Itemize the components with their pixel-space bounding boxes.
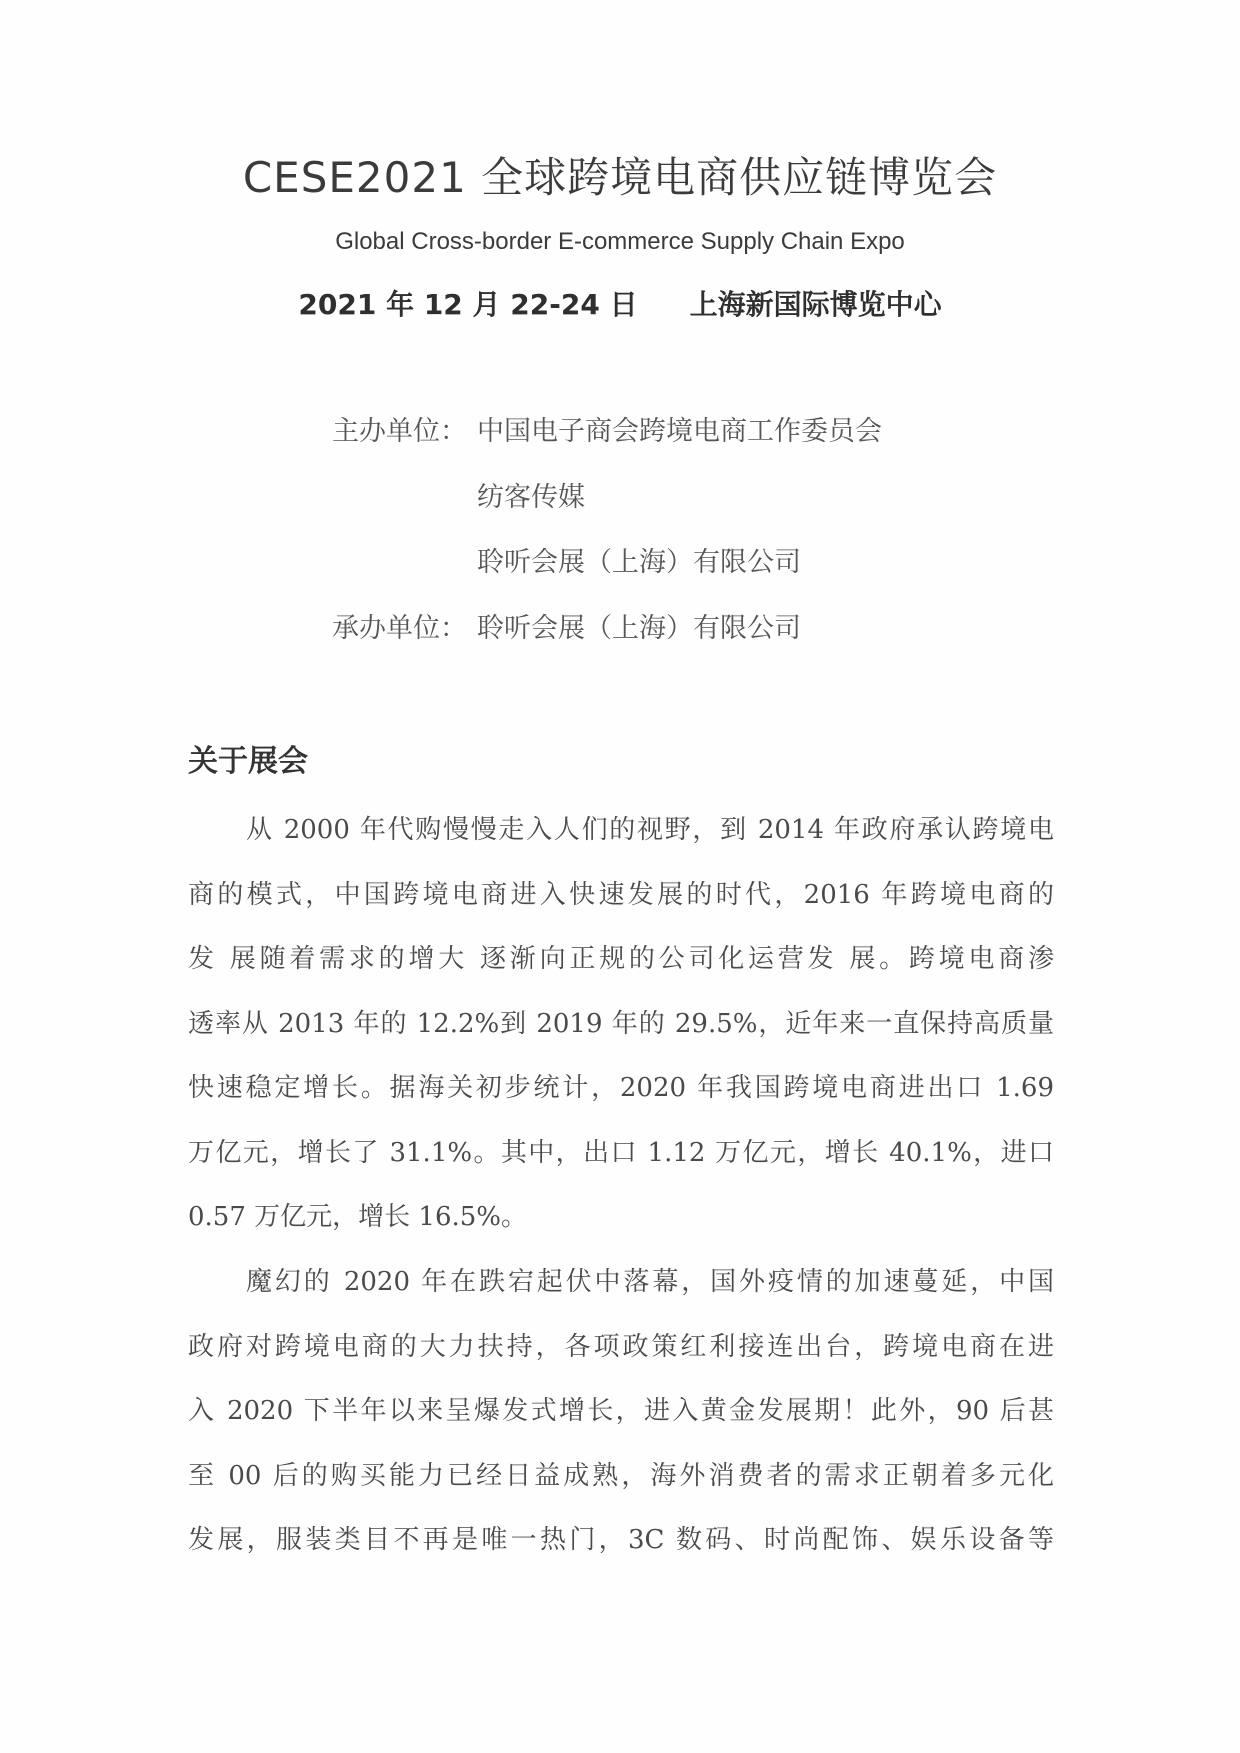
host-name: 纺客传媒	[477, 482, 585, 513]
paragraph-line: 魔幻的 2020 年在跌宕起伏中落幕，国外疫情的加速蔓延，中国	[246, 1267, 1054, 1297]
paragraph-line: 商的模式，中国跨境电商进入快速发展的时代，2016 年跨境电商的	[188, 879, 1054, 910]
date-venue-line	[0, 286, 1240, 324]
host-row-1	[332, 414, 882, 450]
host-label: 主办单位：	[332, 416, 467, 447]
undertaker-row	[332, 611, 801, 647]
about-paragraph-1	[188, 798, 1054, 1250]
paragraph-line: 透率从 2013 年的 12.2%到 2019 年的 29.5%，近年来一直保持高质量	[188, 1008, 1054, 1039]
expo-venue: 上海新国际博览中心	[689, 288, 942, 321]
host-name: 聆听会展（上海）有限公司	[477, 547, 801, 578]
about-paragraph-2	[188, 1250, 1054, 1573]
paragraph-line: 快速稳定增长。据海关初步统计，2020 年我国跨境电商进出口 1.69	[188, 1073, 1054, 1103]
host-row-2	[477, 480, 585, 516]
about-heading: 关于展会	[188, 744, 308, 779]
paragraph-line: 政府对跨境电商的大力扶持，各项政策红利接连出台，跨境电商在进	[188, 1331, 1054, 1362]
expo-title-chinese: CESE2021 全球跨境电商供应链博览会	[242, 153, 998, 202]
undertaker-name: 聆听会展（上海）有限公司	[477, 613, 801, 644]
paragraph-line: 万亿元，增长了 31.1%。其中，出口 1.12 万亿元，增长 40.1%，进口	[188, 1137, 1054, 1168]
paragraph-line: 发展，服装类目不再是唯一热门，3C 数码、时尚配饰、娱乐设备等	[188, 1525, 1054, 1555]
paragraph-line: 从 2000 年代购慢慢走入人们的视野，到 2014 年政府承认跨境电	[246, 815, 1054, 845]
paragraph-line: 0.57 万亿元，增长 16.5%。	[188, 1202, 528, 1232]
undertaker-label: 承办单位：	[332, 613, 467, 644]
expo-date: 2021 年 12 月 22-24 日	[298, 288, 638, 321]
paragraph-line: 至 00 后的购买能力已经日益成熟，海外消费者的需求正朝着多元化	[188, 1460, 1054, 1491]
host-name: 中国电子商会跨境电商工作委员会	[477, 416, 882, 447]
expo-title-english: Global Cross-border E-commerce Supply Chain Expo	[335, 228, 905, 255]
paragraph-line: 入 2020 下半年以来呈爆发式增长，进入黄金发展期！此外，90 后甚	[188, 1396, 1054, 1426]
host-row-3	[477, 545, 801, 581]
paragraph-line: 发 展随着需求的增大 逐渐向正规的公司化运营发 展。跨境电商渗	[188, 944, 1054, 974]
